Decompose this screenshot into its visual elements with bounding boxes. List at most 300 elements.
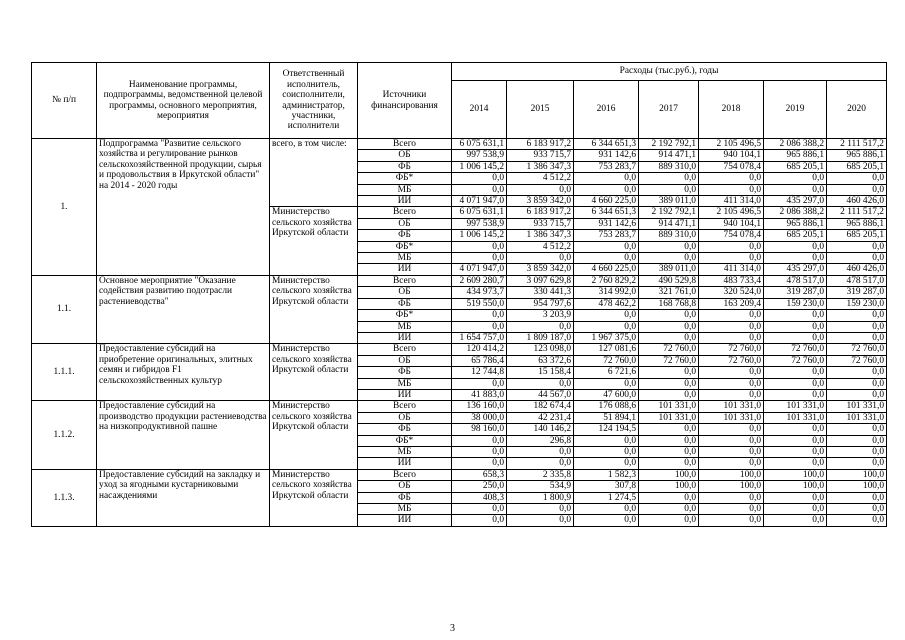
- expense-value: 0,0: [699, 458, 764, 469]
- expense-value: 0,0: [764, 332, 827, 343]
- expense-value: 0,0: [574, 184, 639, 195]
- expense-value: 435 297,0: [764, 264, 827, 275]
- expense-value: 15 158,4: [507, 367, 574, 378]
- funding-source: ИИ: [358, 515, 452, 526]
- expense-value: 307,8: [574, 481, 639, 492]
- expense-value: 889 310,0: [639, 161, 699, 172]
- expense-value: 914 471,1: [639, 218, 699, 229]
- expense-value: 0,0: [639, 492, 699, 503]
- expense-value: 2 192 792,1: [639, 139, 699, 150]
- funding-source: Всего: [358, 401, 452, 412]
- expense-value: 101 331,0: [764, 401, 827, 412]
- table-row: [32, 139, 887, 150]
- funding-source: ОБ: [358, 412, 452, 423]
- expense-value: 4 660 225,0: [574, 196, 639, 207]
- expense-value: 0,0: [639, 389, 699, 400]
- header-expenses: Расходы (тыс.руб.), годы: [452, 63, 887, 81]
- responsible-executor: всего, в том числе:: [270, 139, 358, 207]
- expense-value: 0,0: [507, 504, 574, 515]
- expense-value: 47 600,0: [574, 389, 639, 400]
- expense-value: 478 517,0: [827, 275, 887, 286]
- funding-source: ИИ: [358, 389, 452, 400]
- funding-source: Всего: [358, 469, 452, 480]
- expense-value: 0,0: [699, 504, 764, 515]
- funding-source: ФБ*: [358, 310, 452, 321]
- expense-value: 0,0: [574, 446, 639, 457]
- expense-value: 296,8: [507, 435, 574, 446]
- expense-value: 330 441,3: [507, 287, 574, 298]
- expense-value: 12 744,8: [452, 367, 507, 378]
- expense-value: 2 111 517,2: [827, 207, 887, 218]
- expense-value: 0,0: [639, 504, 699, 515]
- expense-value: 0,0: [764, 184, 827, 195]
- expense-value: 0,0: [639, 435, 699, 446]
- expense-value: 0,0: [507, 515, 574, 526]
- expense-value: 38 000,0: [452, 412, 507, 423]
- expense-value: 0,0: [452, 241, 507, 252]
- expense-value: 658,3: [452, 469, 507, 480]
- expense-value: 685 205,1: [827, 161, 887, 172]
- expense-value: 483 733,4: [699, 275, 764, 286]
- expense-value: 0,0: [574, 504, 639, 515]
- item-number: 1.1.3.: [32, 469, 97, 526]
- table-row: [32, 401, 887, 412]
- header-year: 2015: [507, 81, 574, 139]
- expense-value: 0,0: [639, 253, 699, 264]
- expense-value: 0,0: [764, 515, 827, 526]
- expense-value: 4 512,2: [507, 241, 574, 252]
- expense-value: 0,0: [452, 446, 507, 457]
- expense-value: 6 344 651,3: [574, 139, 639, 150]
- expense-value: 2 086 388,2: [764, 139, 827, 150]
- expense-value: 0,0: [699, 492, 764, 503]
- expense-value: 0,0: [452, 458, 507, 469]
- expense-value: 0,0: [827, 492, 887, 503]
- expense-value: 0,0: [827, 504, 887, 515]
- expense-value: 100,0: [699, 469, 764, 480]
- funding-source: ИИ: [358, 264, 452, 275]
- expense-value: 0,0: [574, 435, 639, 446]
- expense-value: 72 760,0: [699, 344, 764, 355]
- expense-value: 0,0: [699, 515, 764, 526]
- expense-value: 965 886,1: [764, 150, 827, 161]
- expense-value: 140 146,2: [507, 424, 574, 435]
- expense-value: 753 283,7: [574, 161, 639, 172]
- expense-value: 0,0: [574, 378, 639, 389]
- funding-source: Всего: [358, 139, 452, 150]
- expense-value: 319 287,0: [827, 287, 887, 298]
- funding-source: ОБ: [358, 287, 452, 298]
- item-name: Подпрограмма "Развитие сельского хозяйства и регулирование рынков сельскохозяйственной продукции, сырья и продовольствия в Иркутской области" на 2014 - 2020 годы: [97, 139, 270, 276]
- expense-value: 4 660 225,0: [574, 264, 639, 275]
- page-number: 3: [450, 623, 455, 634]
- funding-source: МБ: [358, 446, 452, 457]
- expense-value: 0,0: [507, 253, 574, 264]
- expense-value: 100,0: [639, 469, 699, 480]
- expense-value: 101 331,0: [639, 412, 699, 423]
- header-year: 2014: [452, 81, 507, 139]
- expense-value: 63 372,6: [507, 355, 574, 366]
- expense-value: 0,0: [699, 310, 764, 321]
- expense-value: 72 760,0: [699, 355, 764, 366]
- expense-value: 101 331,0: [827, 401, 887, 412]
- expense-value: 0,0: [827, 378, 887, 389]
- responsible-executor: Министерство сельского хозяйства Иркутской области: [270, 469, 358, 526]
- expense-value: 51 894,1: [574, 412, 639, 423]
- expense-value: 460 426,0: [827, 196, 887, 207]
- expense-value: 101 331,0: [699, 412, 764, 423]
- expense-value: 0,0: [827, 184, 887, 195]
- expense-value: 1 800,9: [507, 492, 574, 503]
- funding-source: ФБ*: [358, 241, 452, 252]
- expense-value: 1 386 347,3: [507, 230, 574, 241]
- header-year: 2020: [827, 81, 887, 139]
- expense-value: 0,0: [827, 241, 887, 252]
- expense-value: 0,0: [699, 173, 764, 184]
- expense-value: 72 760,0: [827, 344, 887, 355]
- funding-source: Всего: [358, 344, 452, 355]
- funding-source: ФБ: [358, 424, 452, 435]
- expense-value: 933 715,7: [507, 218, 574, 229]
- expense-value: 101 331,0: [639, 401, 699, 412]
- funding-source: ФБ: [358, 492, 452, 503]
- funding-source: ИИ: [358, 332, 452, 343]
- expense-value: 965 886,1: [764, 218, 827, 229]
- expense-value: 314 992,0: [574, 287, 639, 298]
- expense-value: 0,0: [827, 310, 887, 321]
- header-year: 2019: [764, 81, 827, 139]
- expense-value: 176 088,6: [574, 401, 639, 412]
- item-number: 1.1.: [32, 275, 97, 343]
- item-name: Предоставление субсидий на приобретение оригинальных, элитных семян и гибридов F1 сельскохозяйственных культур: [97, 344, 270, 401]
- funding-source: ФБ: [358, 230, 452, 241]
- expense-value: 0,0: [827, 253, 887, 264]
- expense-value: 6 183 917,2: [507, 139, 574, 150]
- expense-value: 72 760,0: [764, 344, 827, 355]
- expense-value: 0,0: [452, 378, 507, 389]
- expense-value: 159 230,0: [827, 298, 887, 309]
- expense-value: 0,0: [574, 173, 639, 184]
- expense-value: 0,0: [827, 435, 887, 446]
- expense-value: 0,0: [699, 389, 764, 400]
- expense-value: 0,0: [699, 446, 764, 457]
- expense-value: 490 529,8: [639, 275, 699, 286]
- expense-value: 889 310,0: [639, 230, 699, 241]
- expense-value: 0,0: [764, 173, 827, 184]
- expense-value: 0,0: [574, 321, 639, 332]
- expense-value: 1 006 145,2: [452, 230, 507, 241]
- expense-value: 0,0: [827, 389, 887, 400]
- funding-source: ФБ*: [358, 435, 452, 446]
- expense-value: 408,3: [452, 492, 507, 503]
- expense-value: 0,0: [764, 321, 827, 332]
- expense-value: 435 297,0: [764, 196, 827, 207]
- expense-value: 100,0: [764, 469, 827, 480]
- expense-value: 123 098,0: [507, 344, 574, 355]
- expense-value: 0,0: [764, 424, 827, 435]
- expense-value: 4 512,2: [507, 173, 574, 184]
- expense-value: 3 859 342,0: [507, 196, 574, 207]
- expense-value: 100,0: [764, 481, 827, 492]
- expense-value: 0,0: [764, 389, 827, 400]
- expense-value: 0,0: [764, 492, 827, 503]
- expense-value: 534,9: [507, 481, 574, 492]
- funding-source: ОБ: [358, 355, 452, 366]
- expense-value: 0,0: [764, 504, 827, 515]
- expense-value: 0,0: [639, 310, 699, 321]
- header-year: 2016: [574, 81, 639, 139]
- expense-value: 100,0: [639, 481, 699, 492]
- expense-value: 101 331,0: [699, 401, 764, 412]
- funding-source: ОБ: [358, 481, 452, 492]
- expense-value: 2 111 517,2: [827, 139, 887, 150]
- expense-value: 101 331,0: [764, 412, 827, 423]
- funding-source: Всего: [358, 275, 452, 286]
- expense-value: 434 973,7: [452, 287, 507, 298]
- expense-value: 2 335,8: [507, 469, 574, 480]
- expense-value: 0,0: [574, 310, 639, 321]
- expense-value: 0,0: [699, 332, 764, 343]
- expense-value: 168 768,8: [639, 298, 699, 309]
- expense-value: 931 142,6: [574, 218, 639, 229]
- expense-value: 478 517,0: [764, 275, 827, 286]
- responsible-executor: Министерство сельского хозяйства Иркутской области: [270, 401, 358, 469]
- expense-value: 2 105 496,5: [699, 207, 764, 218]
- expense-value: 100,0: [827, 481, 887, 492]
- expense-value: 136 160,0: [452, 401, 507, 412]
- expense-value: 0,0: [764, 367, 827, 378]
- item-name: Предоставление субсидий на производство продукции растениеводства на низкопродуктивной пашне: [97, 401, 270, 469]
- expense-value: 0,0: [699, 321, 764, 332]
- funding-source: ФБ*: [358, 173, 452, 184]
- expense-value: 124 194,5: [574, 424, 639, 435]
- funding-source: ФБ: [358, 298, 452, 309]
- expense-value: 3 859 342,0: [507, 264, 574, 275]
- expense-value: 4 071 947,0: [452, 264, 507, 275]
- funding-source: МБ: [358, 378, 452, 389]
- expense-value: 44 567,0: [507, 389, 574, 400]
- expense-value: 1 582,3: [574, 469, 639, 480]
- responsible-executor: Министерство сельского хозяйства Иркутской области: [270, 275, 358, 343]
- expense-value: 0,0: [764, 241, 827, 252]
- expense-value: 931 142,6: [574, 150, 639, 161]
- funding-source: ОБ: [358, 218, 452, 229]
- expense-value: 460 426,0: [827, 264, 887, 275]
- expense-value: 685 205,1: [764, 161, 827, 172]
- expense-value: 965 886,1: [827, 150, 887, 161]
- funding-source: МБ: [358, 253, 452, 264]
- expense-value: 0,0: [574, 253, 639, 264]
- expense-value: 6 721,6: [574, 367, 639, 378]
- expense-value: 2 192 792,1: [639, 207, 699, 218]
- expense-value: 0,0: [639, 367, 699, 378]
- budget-table: [31, 62, 887, 527]
- expense-value: 2 086 388,2: [764, 207, 827, 218]
- header-name: Наименование программы, подпрограммы, ведомственной целевой программы, основного мероприятия, мероприятия: [97, 63, 270, 139]
- expense-value: 0,0: [639, 332, 699, 343]
- expense-value: 2 760 829,2: [574, 275, 639, 286]
- funding-source: МБ: [358, 184, 452, 195]
- expense-value: 72 760,0: [574, 355, 639, 366]
- expense-value: 0,0: [639, 515, 699, 526]
- expense-value: 0,0: [764, 458, 827, 469]
- item-number: 1.: [32, 139, 97, 276]
- expense-value: 1 274,5: [574, 492, 639, 503]
- expense-value: 6 075 631,1: [452, 207, 507, 218]
- item-name: Основное мероприятие "Оказание содействия развитию подотрасли растениеводства": [97, 275, 270, 343]
- expense-value: 411 314,0: [699, 196, 764, 207]
- expense-value: 0,0: [699, 241, 764, 252]
- header-responsible: Ответственный исполнитель, соисполнители, администратор, участники, исполнители: [270, 63, 358, 139]
- item-name: Предоставление субсидий на закладку и уход за ягодными кустарниковыми насаждениями: [97, 469, 270, 526]
- expense-value: 72 760,0: [639, 344, 699, 355]
- expense-value: 1 386 347,3: [507, 161, 574, 172]
- expense-value: 0,0: [507, 321, 574, 332]
- expense-value: 0,0: [699, 253, 764, 264]
- header-source: Источники финансирования: [358, 63, 452, 139]
- expense-value: 72 760,0: [827, 355, 887, 366]
- expense-value: 1 006 145,2: [452, 161, 507, 172]
- expense-value: 0,0: [699, 424, 764, 435]
- expense-value: 0,0: [452, 435, 507, 446]
- expense-value: 41 883,0: [452, 389, 507, 400]
- responsible-executor: Министерство сельского хозяйства Иркутской области: [270, 207, 358, 275]
- funding-source: МБ: [358, 321, 452, 332]
- expense-value: 0,0: [507, 446, 574, 457]
- expense-value: 997 538,9: [452, 150, 507, 161]
- expense-value: 411 314,0: [699, 264, 764, 275]
- expense-value: 0,0: [639, 446, 699, 457]
- expense-value: 0,0: [452, 184, 507, 195]
- expense-value: 100,0: [827, 469, 887, 480]
- expense-value: 6 183 917,2: [507, 207, 574, 218]
- item-number: 1.1.1.: [32, 344, 97, 401]
- expense-value: 0,0: [452, 310, 507, 321]
- funding-source: Всего: [358, 207, 452, 218]
- expense-value: 954 797,6: [507, 298, 574, 309]
- funding-source: ИИ: [358, 458, 452, 469]
- expense-value: 0,0: [699, 367, 764, 378]
- expense-value: 1 967 375,0: [574, 332, 639, 343]
- expense-value: 914 471,1: [639, 150, 699, 161]
- expense-value: 2 105 496,5: [699, 139, 764, 150]
- expense-value: 72 760,0: [764, 355, 827, 366]
- expense-value: 321 761,0: [639, 287, 699, 298]
- expense-value: 0,0: [639, 241, 699, 252]
- expense-value: 0,0: [827, 458, 887, 469]
- expense-value: 65 786,4: [452, 355, 507, 366]
- expense-value: 685 205,1: [827, 230, 887, 241]
- expense-value: 42 231,4: [507, 412, 574, 423]
- expense-value: 0,0: [827, 367, 887, 378]
- expense-value: 685 205,1: [764, 230, 827, 241]
- expense-value: 0,0: [827, 446, 887, 457]
- funding-source: ФБ: [358, 161, 452, 172]
- expense-value: 0,0: [827, 424, 887, 435]
- expense-value: 754 078,4: [699, 230, 764, 241]
- expense-value: 0,0: [639, 321, 699, 332]
- expense-value: 100,0: [699, 481, 764, 492]
- expense-value: 3 203,9: [507, 310, 574, 321]
- expense-value: 965 886,1: [827, 218, 887, 229]
- expense-value: 0,0: [639, 424, 699, 435]
- expense-value: 753 283,7: [574, 230, 639, 241]
- expense-value: 250,0: [452, 481, 507, 492]
- expense-value: 0,0: [699, 184, 764, 195]
- expense-value: 0,0: [507, 184, 574, 195]
- header-num: № п/п: [32, 63, 97, 139]
- expense-value: 0,0: [452, 321, 507, 332]
- expense-value: 519 550,0: [452, 298, 507, 309]
- expense-value: 1 654 757,0: [452, 332, 507, 343]
- expense-value: 0,0: [764, 378, 827, 389]
- expense-value: 0,0: [507, 378, 574, 389]
- expense-value: 0,0: [639, 173, 699, 184]
- expense-value: 6 344 651,3: [574, 207, 639, 218]
- expense-value: 0,0: [764, 310, 827, 321]
- expense-value: 478 462,2: [574, 298, 639, 309]
- expense-value: 1 809 187,0: [507, 332, 574, 343]
- expense-value: 6 075 631,1: [452, 139, 507, 150]
- expense-value: 120 414,2: [452, 344, 507, 355]
- table-row: [32, 275, 887, 286]
- expense-value: 127 081,6: [574, 344, 639, 355]
- expense-value: 0,0: [452, 253, 507, 264]
- expense-value: 0,0: [827, 332, 887, 343]
- expense-value: 163 209,4: [699, 298, 764, 309]
- expense-value: 2 609 280,7: [452, 275, 507, 286]
- funding-source: ИИ: [358, 196, 452, 207]
- expense-value: 159 230,0: [764, 298, 827, 309]
- expense-value: 3 097 629,8: [507, 275, 574, 286]
- expense-value: 754 078,4: [699, 161, 764, 172]
- table-row: [32, 344, 887, 355]
- expense-value: 101 331,0: [827, 412, 887, 423]
- expense-value: 0,0: [764, 446, 827, 457]
- expense-value: 940 104,1: [699, 218, 764, 229]
- expense-value: 0,0: [764, 253, 827, 264]
- expense-value: 940 104,1: [699, 150, 764, 161]
- expense-value: 0,0: [452, 515, 507, 526]
- item-number: 1.1.2.: [32, 401, 97, 469]
- expense-value: 997 538,9: [452, 218, 507, 229]
- expense-value: 0,0: [827, 515, 887, 526]
- expense-value: 0,0: [507, 458, 574, 469]
- expense-value: 0,0: [574, 241, 639, 252]
- table-row: [32, 469, 887, 480]
- header-year: 2017: [639, 81, 699, 139]
- expense-value: 98 160,0: [452, 424, 507, 435]
- expense-value: 389 011,0: [639, 196, 699, 207]
- expense-value: 319 287,0: [764, 287, 827, 298]
- funding-source: ОБ: [358, 150, 452, 161]
- expense-value: 0,0: [639, 458, 699, 469]
- expense-value: 0,0: [574, 515, 639, 526]
- expense-value: 0,0: [639, 184, 699, 195]
- expense-value: 0,0: [574, 458, 639, 469]
- expense-value: 72 760,0: [639, 355, 699, 366]
- expense-value: 0,0: [827, 173, 887, 184]
- expense-value: 933 715,7: [507, 150, 574, 161]
- expense-value: 0,0: [452, 173, 507, 184]
- funding-source: МБ: [358, 504, 452, 515]
- expense-value: 182 674,4: [507, 401, 574, 412]
- expense-value: 0,0: [699, 435, 764, 446]
- expense-value: 0,0: [764, 435, 827, 446]
- expense-value: 389 011,0: [639, 264, 699, 275]
- funding-source: ФБ: [358, 367, 452, 378]
- responsible-executor: Министерство сельского хозяйства Иркутской области: [270, 344, 358, 401]
